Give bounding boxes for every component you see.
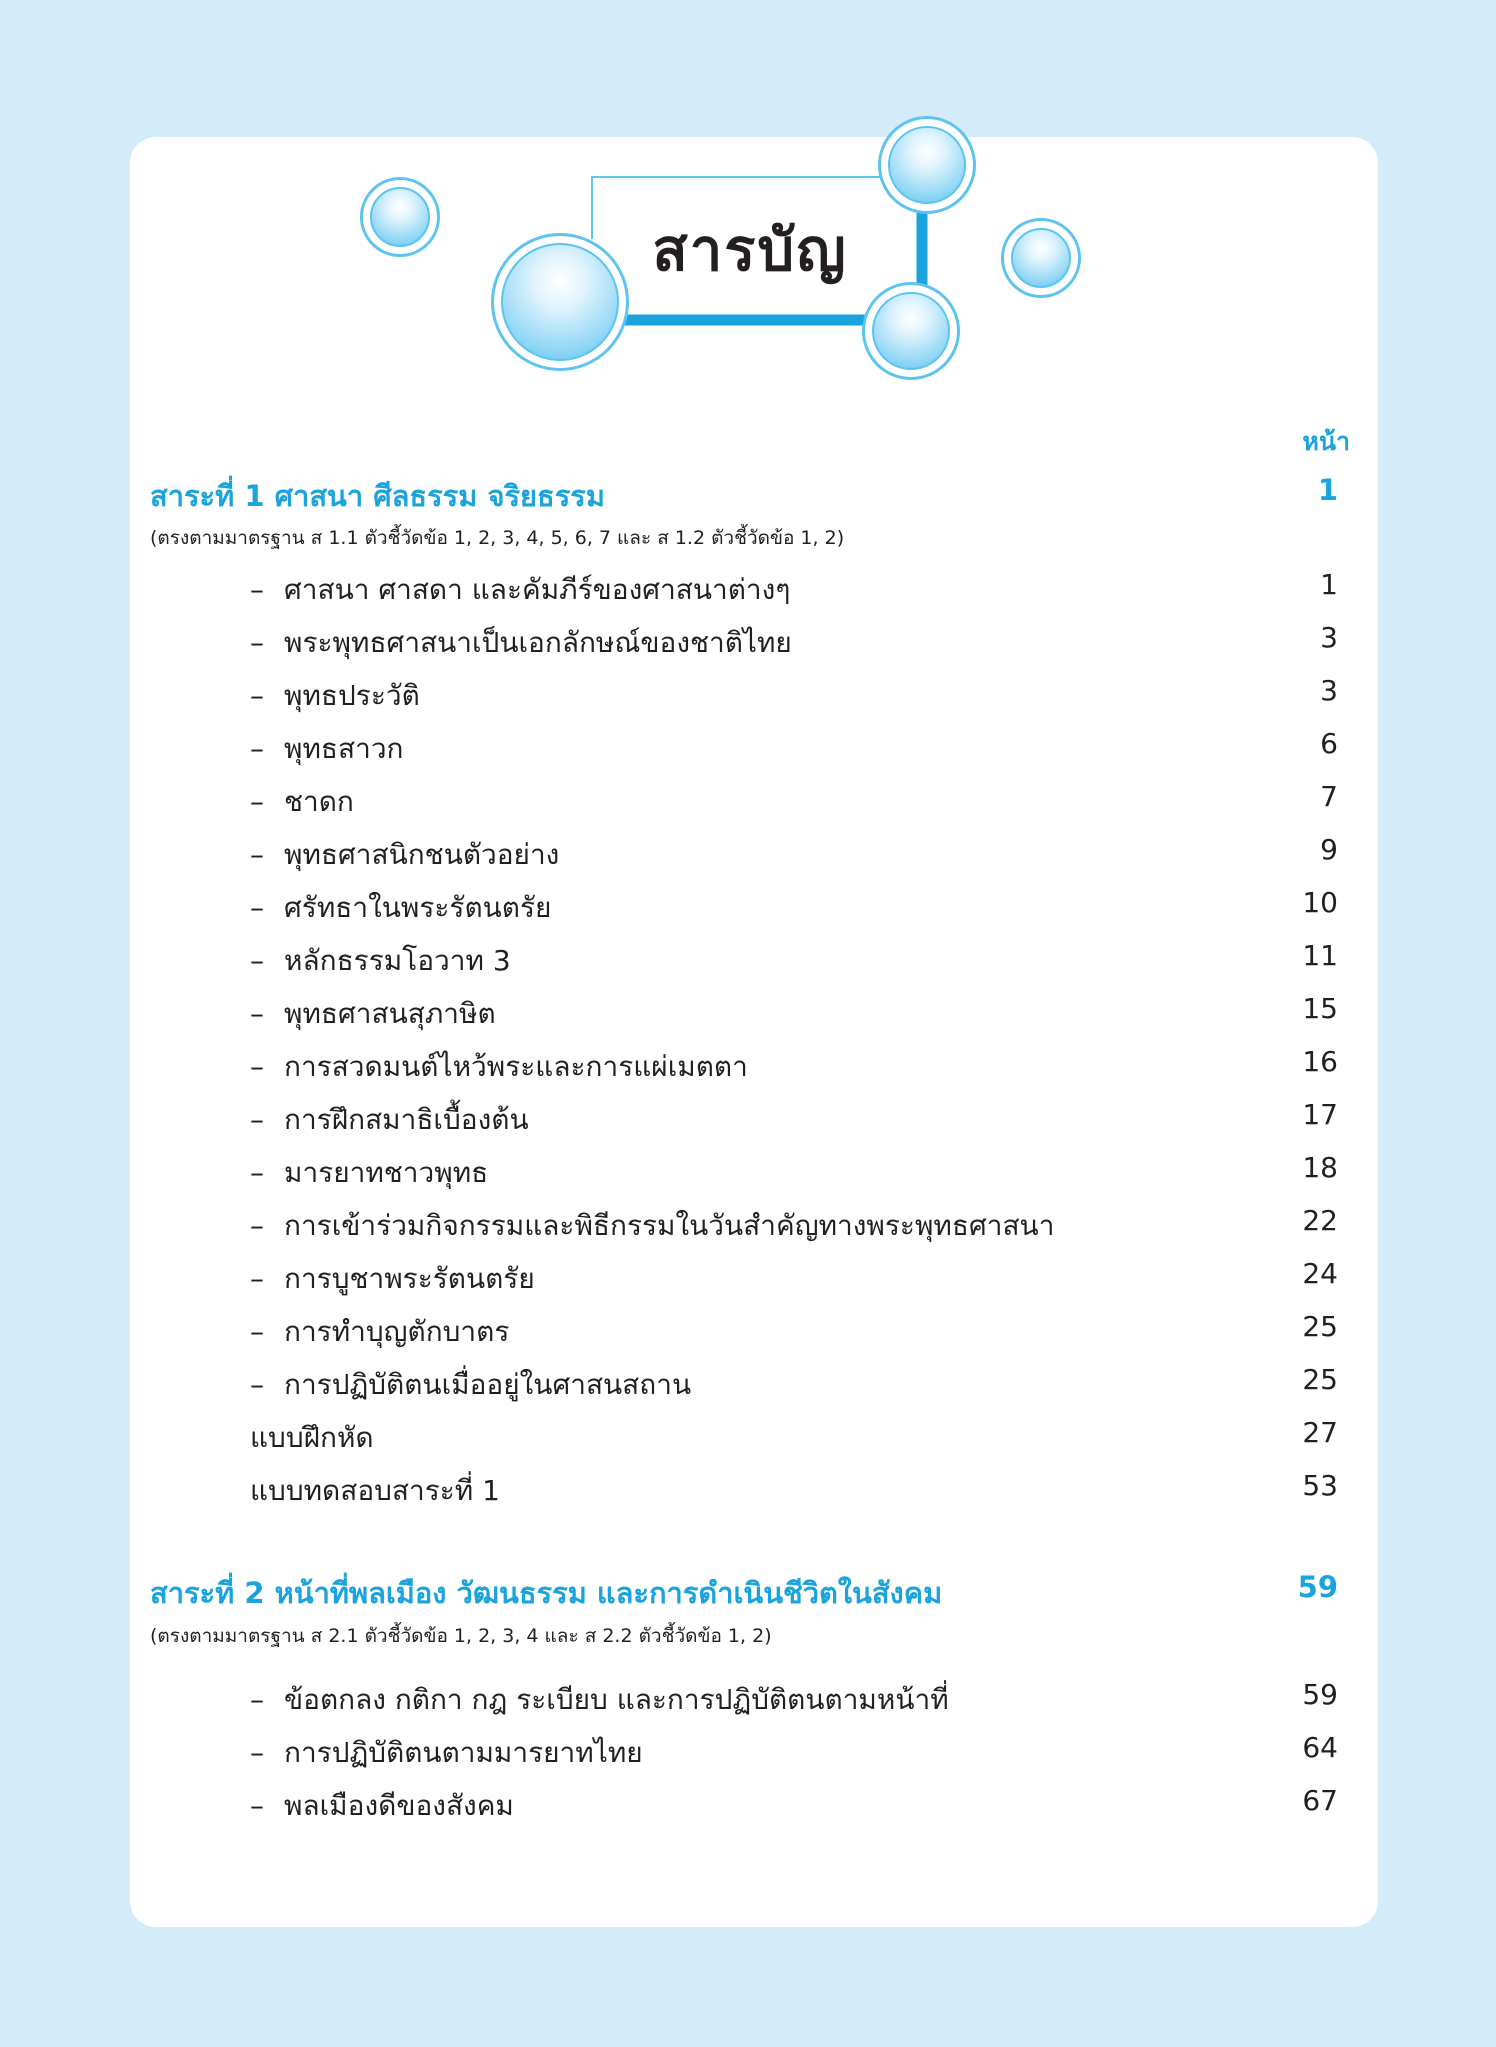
entry-title: การบูชาพระรัตนตรัย (284, 1262, 535, 1295)
toc-entry[interactable] (130, 825, 1378, 875)
entry-page-number: 17 (1302, 1098, 1338, 1131)
entry-page-number: 6 (1320, 727, 1338, 760)
dash-marker: – (250, 1683, 264, 1716)
entry-title: มารยาทชาวพุทธ (284, 1156, 489, 1189)
toc-entry[interactable] (130, 613, 1378, 663)
dash-marker: – (250, 1789, 264, 1822)
toc-entry[interactable] (130, 1037, 1378, 1087)
page-column-heading: หน้า (1302, 427, 1350, 456)
entry-title: พุทธสาวก (284, 732, 404, 765)
dash-marker: – (250, 838, 264, 871)
entry-title: การปฏิบัติตนเมื่ออยู่ในศาสนสถาน (284, 1368, 692, 1401)
section-title: สาระที่ 1 ศาสนา ศีลธรรม จริยธรรม (150, 479, 605, 513)
section-page-number: 59 (1297, 1570, 1338, 1604)
entry-page-number: 24 (1302, 1257, 1338, 1290)
exercise-page-number: 27 (1302, 1416, 1338, 1449)
dash-marker: – (250, 679, 264, 712)
entry-page-number: 1 (1320, 568, 1338, 601)
toc-entry[interactable] (130, 719, 1378, 769)
toc-test-entry[interactable] (130, 1461, 1378, 1511)
entry-title: การทำบุญตักบาตร (284, 1315, 510, 1348)
dash-marker: – (250, 573, 264, 606)
test-title: แบบทดสอบสาระที่ 1 (250, 1474, 500, 1507)
dash-marker: – (250, 891, 264, 924)
entry-page-number: 22 (1302, 1204, 1338, 1237)
toc-entry[interactable] (130, 984, 1378, 1034)
toc-entry[interactable] (130, 1302, 1378, 1352)
toc-entry[interactable] (130, 1143, 1378, 1193)
dash-marker: – (250, 1262, 264, 1295)
dash-marker: – (250, 785, 264, 818)
toc-exercise-entry[interactable] (130, 1408, 1378, 1458)
dash-marker: – (250, 732, 264, 765)
toc-entry[interactable] (130, 1249, 1378, 1299)
entry-title: การฝึกสมาธิเบื้องต้น (284, 1103, 529, 1136)
toc-entry[interactable] (130, 1196, 1378, 1246)
toc-entry[interactable] (130, 1090, 1378, 1140)
toc-entry[interactable] (130, 1670, 1378, 1720)
toc-entry[interactable] (130, 1723, 1378, 1773)
section-heading-1[interactable] (130, 467, 1378, 517)
section-title: สาระที่ 2 หน้าที่พลเมือง วัฒนธรรม และการดำเนินชีวิตในสังคม (150, 1576, 943, 1610)
entry-page-number: 11 (1302, 939, 1338, 972)
toc-entry[interactable] (130, 1776, 1378, 1826)
dash-marker: – (250, 1315, 264, 1348)
entry-page-number: 15 (1302, 992, 1338, 1025)
entry-title: การปฏิบัติตนตามมารยาทไทย (284, 1736, 643, 1769)
entry-title: การสวดมนต์ไหว้พระและการแผ่เมตตา (284, 1050, 748, 1083)
entry-page-number: 7 (1320, 780, 1338, 813)
dash-marker: – (250, 626, 264, 659)
entry-page-number: 9 (1320, 833, 1338, 866)
entry-page-number: 64 (1302, 1731, 1338, 1764)
entry-title: พุทธศาสนสุภาษิต (284, 997, 496, 1030)
entry-title: การเข้าร่วมกิจกรรมและพิธีกรรมในวันสำคัญทางพระพุทธศาสนา (284, 1209, 1055, 1242)
entry-page-number: 3 (1320, 621, 1338, 654)
entry-page-number: 25 (1302, 1363, 1338, 1396)
entry-page-number: 18 (1302, 1151, 1338, 1184)
entry-title: ศาสนา ศาสดา และคัมภีร์ของศาสนาต่างๆ (284, 573, 791, 606)
toc-entry[interactable] (130, 1355, 1378, 1405)
entry-page-number: 3 (1320, 674, 1338, 707)
section-standards-note: (ตรงตามมาตรฐาน ส 2.1 ตัวชี้วัดข้อ 1, 2, 3, 4 และ ส 2.2 ตัวชี้วัดข้อ 1, 2) (150, 1625, 772, 1647)
section-standards-note: (ตรงตามมาตรฐาน ส 1.1 ตัวชี้วัดข้อ 1, 2, 3, 4, 5, 6, 7 และ ส 1.2 ตัวชี้วัดข้อ 1, 2) (150, 527, 845, 549)
entry-page-number: 59 (1302, 1678, 1338, 1711)
toc-entry[interactable] (130, 560, 1378, 610)
entry-title: พระพุทธศาสนาเป็นเอกลักษณ์ของชาติไทย (284, 626, 792, 659)
toc-entry[interactable] (130, 878, 1378, 928)
entry-title: พุทธศาสนิกชนตัวอย่าง (284, 838, 560, 871)
bubble-icon (862, 282, 960, 380)
bubble-icon (878, 116, 976, 214)
toc-entry[interactable] (130, 931, 1378, 981)
entry-page-number: 10 (1302, 886, 1338, 919)
entry-title: ข้อตกลง กติกา กฎ ระเบียบ และการปฏิบัติตนตามหน้าที่ (284, 1683, 949, 1716)
dash-marker: – (250, 1209, 264, 1242)
entry-title: ชาดก (284, 785, 354, 818)
entry-page-number: 16 (1302, 1045, 1338, 1078)
entry-title: พุทธประวัติ (284, 679, 420, 712)
toc-entry[interactable] (130, 772, 1378, 822)
entry-page-number: 25 (1302, 1310, 1338, 1343)
dash-marker: – (250, 997, 264, 1030)
entry-title: หลักธรรมโอวาท 3 (284, 944, 511, 977)
section-heading-2[interactable] (130, 1564, 1378, 1614)
page-title: สารบัญ (652, 216, 848, 284)
entry-title: ศรัทธาในพระรัตนตรัย (284, 891, 552, 924)
entry-title: พลเมืองดีของสังคม (284, 1789, 514, 1822)
dash-marker: – (250, 944, 264, 977)
exercise-title: แบบฝึกหัด (250, 1421, 374, 1454)
section-page-number: 1 (1317, 473, 1338, 507)
toc-entry[interactable] (130, 666, 1378, 716)
dash-marker: – (250, 1156, 264, 1189)
dash-marker: – (250, 1736, 264, 1769)
test-page-number: 53 (1302, 1469, 1338, 1502)
dash-marker: – (250, 1103, 264, 1136)
toc-page (130, 137, 1378, 1927)
entry-page-number: 67 (1302, 1784, 1338, 1817)
dash-marker: – (250, 1368, 264, 1401)
title-header (130, 137, 1378, 457)
header-connector-lines (130, 137, 1378, 457)
dash-marker: – (250, 1050, 264, 1083)
